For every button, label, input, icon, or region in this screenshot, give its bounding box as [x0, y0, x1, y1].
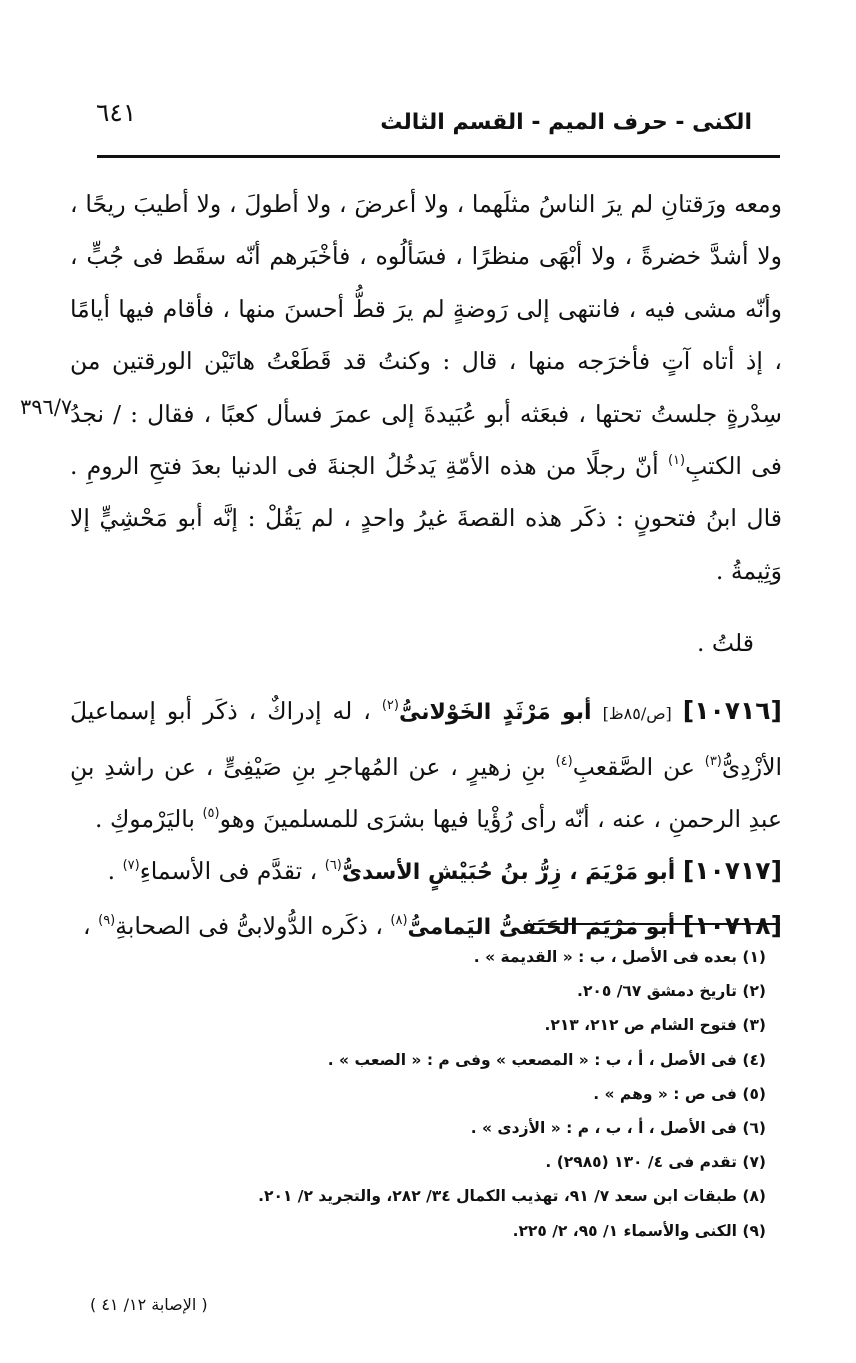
entry-name: أبو مَرْيَمَ الحَنَفىُّ اليَمامىُّ	[407, 914, 676, 940]
footnote-5: (٥) فى ص : « وهم » .	[593, 1084, 766, 1103]
entry-number: [١٠٧١٧]	[682, 856, 782, 886]
entry-10717	[70, 845, 782, 899]
folio-marker: [ص/٨٥ظ]	[602, 704, 672, 724]
entry-text: .	[107, 857, 116, 886]
footnote-2: (٢) تاريخ دمشق ٦٧/ ٢٠٥.	[577, 982, 766, 1001]
header-rule	[97, 155, 780, 158]
footnote-rule	[533, 923, 780, 925]
footnotes	[166, 940, 766, 1248]
running-head: الكنى - حرف الميم - القسم الثالث	[380, 110, 752, 135]
footnote-ref: (٢)	[381, 698, 399, 714]
footnote-ref: (٤)	[555, 753, 573, 769]
margin-reference-note: ٣٩٦/٧	[20, 395, 73, 419]
paragraph-text-b: أنّ رجلًا من هذه الأمّةِ يَدخُلُ الجنةَ فى الدنيا بعدَ فتحِ الرومِ . قال ابنُ فتحونٍ : ذكَر هذه القصةَ غيرُ واحدٍ ، لم يَقُلْ : إنَّه أبو مَحْشِيٍّ إلا وَثِيمةُ .	[70, 452, 782, 585]
main-text	[70, 178, 782, 954]
entry-text: ، ذكَره الدُّولابىُّ فى الصحابةِ	[115, 911, 383, 940]
footnote-ref: (٦)	[324, 858, 342, 874]
footnote-ref: (٥)	[202, 806, 220, 822]
paragraph-text-a: ومعه ورَقتانِ لم يرَ الناسُ مثلَهما ، ولا أعرضَ ، ولا أطولَ ، ولا أطيبَ ريحًا ، ولا أشدَّ خضرةً ، ولا أبْهَى منظرًا ، فسَألُوه ، فأخْبَرهم أنّه سقَط فى جُبٍّ ، وأنّه مشى فيه ، فانتهى إلى رَوضةٍ لم يرَ قطُّ أحسنَ منها ، فأقام فيها أيامًا ، إذ أتاه آتٍ فأخرَجه منها ، قال : وكنتُ قد قَطَعْتُ هاتَيْن الورقتين من سِدْرةٍ جلستُ تحتها ، فبعَثه أبو عُبَيدةَ إلى عمرَ فسأل كعبًا ، فقال : / نجدُ فى الكتبِ	[70, 190, 783, 481]
footnote-ref: (٩)	[98, 912, 116, 928]
entry-name: أبو مَرْيَمَ ، زِرُّ بنُ حُبَيْشٍ الأسدىُّ	[341, 860, 676, 886]
footnote-ref: (٧)	[122, 858, 140, 874]
page-number: ٦٤١	[96, 98, 137, 127]
entry-number: [١٠٧١٦]	[682, 696, 782, 726]
footnote-4: (٤) فى الأصل ، أ ، ب : « المصعب » وفى م : « الصعب » .	[327, 1050, 766, 1069]
footnote-8: (٨) طبقات ابن سعد ٧/ ٩١، تهذيب الكمال ٣٤/ ٢٨٢، والتجريد ٢/ ٢٠١.	[258, 1187, 766, 1206]
footnote-7: (٧) تقدم فى ٤/ ١٣٠ (٢٩٨٥) .	[545, 1153, 766, 1172]
footnote-3: (٣) فتوح الشام ص ٢١٢، ٢١٣.	[544, 1016, 766, 1035]
entry-text: باليَرْموكِ .	[95, 805, 195, 834]
entry-name: أبو مَرْثَدٍ الخَوْلانىُّ	[398, 700, 592, 726]
qultu-line: قلتُ .	[696, 629, 754, 658]
entry-10716	[70, 685, 782, 845]
entry-text: بنِ زهيرٍ ، عن المُهاجرِ بنِ صَيْفِىٍّ ، عن راشدِ بنِ عبدِ الرحمنِ ، عنه ، أنّه رأى رُؤْيا فيها بشرَى للمسلمينَ وهو	[70, 752, 782, 834]
footnote-ref: (١)	[667, 453, 686, 469]
footnote-ref: (٨)	[390, 912, 408, 928]
entry-text: ، له إدراكٌ ، ذكَر أبو إسماعيلَ الأزْدِىُّ	[70, 697, 783, 781]
entry-text: ،	[83, 911, 91, 940]
footnote-9: (٩) الكنى والأسماء ١/ ٩٥، ٢/ ٢٢٥.	[512, 1221, 766, 1240]
continuation-paragraph	[70, 178, 782, 597]
footnote-ref: (٣)	[704, 753, 722, 769]
footnote-6: (٦) فى الأصل ، أ ، ب ، م : « الأزدى » .	[470, 1119, 766, 1138]
entry-number: [١٠٧١٨]	[682, 910, 782, 940]
entry-text: ، تقدَّم فى الأسماءِ	[139, 857, 318, 886]
signature-mark: ( الإصابة ١٢/ ٤١ )	[90, 1295, 208, 1314]
footnote-1: (١) بعده فى الأصل ، ب : « القديمة » .	[473, 948, 766, 966]
entry-text: عن الصَّقعبِ	[572, 752, 695, 781]
